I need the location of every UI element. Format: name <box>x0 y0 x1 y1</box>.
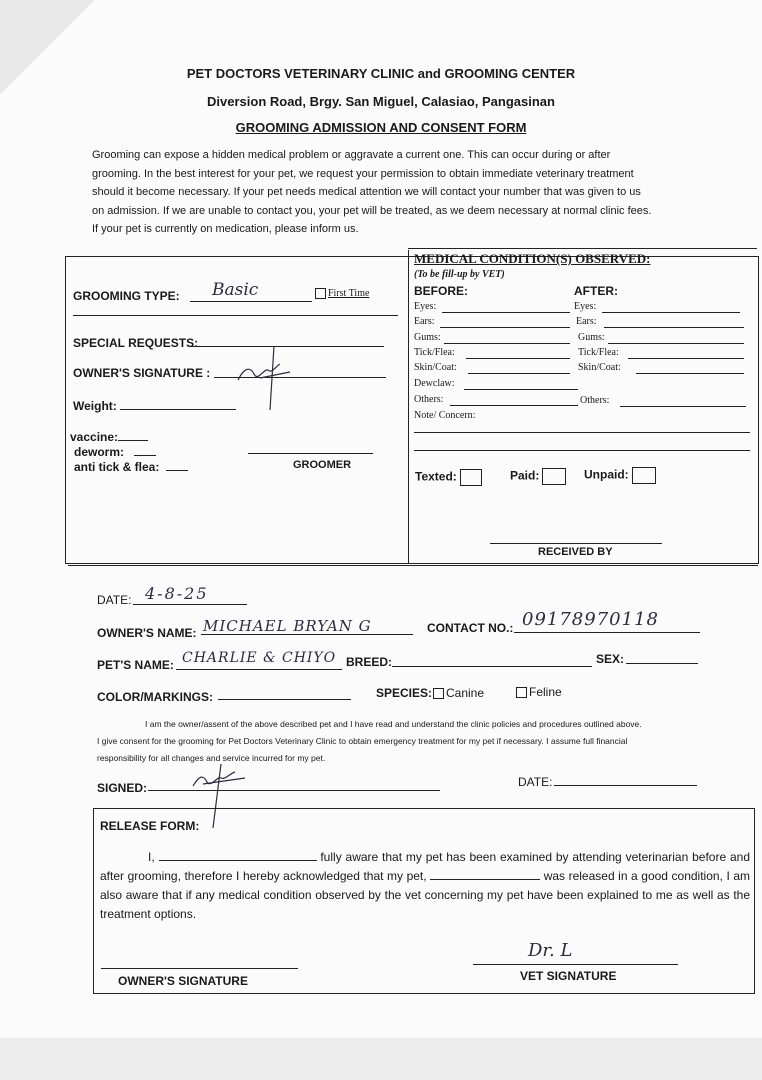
owners-signature-label: OWNER'S SIGNATURE : <box>73 366 211 380</box>
groomer-label: GROOMER <box>293 459 352 471</box>
before-item-line[interactable] <box>468 373 570 374</box>
intro-paragraph <box>92 146 698 239</box>
medical-title: MEDICAL CONDITION(S) OBSERVED: <box>414 251 651 266</box>
after-item-label: Gums: <box>578 332 605 343</box>
first-time-label: First Time <box>328 288 370 299</box>
groomer-line <box>248 453 373 454</box>
grooming-extra-line <box>73 315 398 316</box>
grooming-type-line <box>190 301 312 302</box>
after-item-line[interactable] <box>608 343 744 344</box>
vet-sig-line <box>473 964 678 965</box>
before-item-line[interactable] <box>444 343 570 344</box>
unpaid-label: Unpaid: <box>584 467 629 482</box>
paid-label: Paid: <box>510 468 540 483</box>
after-item-line[interactable] <box>604 327 744 328</box>
consent-line-3: responsibility for all changes and service incurred for my pet. <box>97 753 326 763</box>
before-label: BEFORE: <box>414 284 468 298</box>
anti-tick-label: anti tick & flea: <box>74 460 160 474</box>
date-value[interactable]: 4-8-25 <box>145 584 209 603</box>
before-item-line[interactable] <box>442 312 570 313</box>
before-item-label: Gums: <box>414 332 441 343</box>
intro-line: Grooming can expose a hidden medical problem or aggravate a current one. This can occur during or after <box>92 149 611 161</box>
vet-sig-label: VET SIGNATURE <box>520 969 617 983</box>
feline-label: Feline <box>529 685 562 699</box>
intro-line: grooming. In the best interest for your pet, we request your permission to obtain immediate veterinary treatment <box>92 167 634 180</box>
checkbox-icon[interactable] <box>315 288 326 299</box>
before-item-label: Skin/Coat: <box>414 362 457 373</box>
box-top-line <box>408 248 757 249</box>
texted-checkbox[interactable] <box>460 469 482 486</box>
species-label: SPECIES: <box>376 686 433 700</box>
vaccine-label: vaccine: <box>70 430 119 444</box>
contact-line <box>514 632 700 633</box>
canine-option[interactable] <box>433 686 484 700</box>
after-item-label: Skin/Coat: <box>578 362 621 373</box>
first-time-checkbox[interactable] <box>315 288 369 299</box>
grooming-type-value[interactable]: Basic <box>212 280 259 300</box>
unpaid-checkbox[interactable] <box>632 467 656 484</box>
pets-name-line <box>176 669 342 670</box>
before-item-line[interactable] <box>450 405 578 406</box>
weight-line <box>120 409 236 410</box>
vet-sig-value: Dr. L <box>528 940 573 961</box>
clinic-address: Diversion Road, Brgy. San Miguel, Calasiao, Pangasinan <box>207 94 555 109</box>
before-item-line[interactable] <box>464 389 578 390</box>
form-title: GROOMING ADMISSION AND CONSENT FORM <box>235 120 527 135</box>
consent-date-line <box>554 785 697 786</box>
owner-sig-label: OWNER'S SIGNATURE <box>118 974 248 988</box>
medical-subtitle: (To be fill-up by VET) <box>414 269 505 280</box>
intro-line: If your pet is currently on medication, please inform us. <box>92 223 359 235</box>
breed-label: BREED: <box>346 655 393 669</box>
before-item-label: Ears: <box>414 316 435 327</box>
clinic-name: PET DOCTORS VETERINARY CLINIC and GROOMING CENTER <box>186 66 576 81</box>
owners-name-value[interactable]: MICHAEL BRYAN G <box>203 617 372 635</box>
paid-checkbox[interactable] <box>542 468 566 485</box>
release-text-b: fully aware that my pet has been examined by attending veterinarian before and after grooming, therefore I hereby acknowledged that my pet, <box>100 850 750 883</box>
received-by-line <box>490 543 662 544</box>
scan-edge <box>0 1038 762 1080</box>
before-item-line[interactable] <box>466 358 570 359</box>
owner-sig-line <box>101 968 298 969</box>
sex-line <box>626 663 698 664</box>
feline-option[interactable] <box>516 685 562 699</box>
after-item-line[interactable] <box>620 406 746 407</box>
contact-label: CONTACT NO.: <box>427 621 514 635</box>
before-item-label: Others: <box>414 394 444 405</box>
release-pet-blank[interactable] <box>430 879 540 880</box>
weight-label: Weight: <box>73 399 117 413</box>
before-item-label: Dewclaw: <box>414 378 455 389</box>
grooming-type-label: GROOMING TYPE: <box>73 289 180 303</box>
color-label: COLOR/MARKINGS: <box>97 690 213 704</box>
note-line-1 <box>414 432 750 433</box>
after-item-line[interactable] <box>628 358 744 359</box>
after-item-line[interactable] <box>602 312 740 313</box>
contact-value[interactable]: 09178970118 <box>522 609 659 630</box>
pets-name-value[interactable]: CHARLIE & CHIYO <box>182 650 337 666</box>
deworm-label: deworm: <box>74 445 125 459</box>
paid-field[interactable] <box>510 468 566 485</box>
signed-label: SIGNED: <box>97 781 148 795</box>
box-divider <box>408 250 409 564</box>
after-item-label: Eyes: <box>574 301 597 312</box>
received-by-label: RECEIVED BY <box>538 546 613 558</box>
intro-line: should it become necessary. If your pet needs medical attention we will contact your number that was given to us <box>92 186 641 198</box>
texted-label: Texted: <box>415 469 457 484</box>
release-text-a: I, <box>148 850 159 864</box>
owners-name-label: OWNER'S NAME: <box>97 626 197 640</box>
feline-checkbox[interactable] <box>516 687 527 698</box>
release-text-c: was released in a good condition, I am also aware that if any medical condition observed by the vet concerning my pet have been explained to me as well as the treatment options. <box>100 869 751 921</box>
intro-line: on admission. If we are unable to contact you, your pet will be treated, as we deem necessary at normal clinic fees. <box>92 204 652 217</box>
texted-field[interactable] <box>415 469 482 486</box>
date-line <box>133 604 247 605</box>
after-item-label: Others: <box>580 395 610 406</box>
after-item-label: Ears: <box>576 316 597 327</box>
before-item-label: Tick/Flea: <box>414 347 455 358</box>
consent-line-2: I give consent for the grooming for Pet Doctors Veterinary Clinic to obtain emergency treatment for my pet if necessary. I assume full financial <box>97 736 628 746</box>
pets-name-label: PET'S NAME: <box>97 658 174 672</box>
section-separator <box>68 565 758 566</box>
color-line <box>218 699 351 700</box>
vaccine-line <box>118 440 148 441</box>
release-text <box>100 848 750 924</box>
unpaid-field[interactable] <box>584 467 656 484</box>
canine-checkbox[interactable] <box>433 688 444 699</box>
canine-label: Canine <box>446 686 485 700</box>
after-item-label: Tick/Flea: <box>578 347 619 358</box>
breed-line <box>392 666 592 667</box>
anti-tick-line <box>166 470 188 471</box>
note-label: Note/ Concern: <box>414 410 476 421</box>
special-requests-label: SPECIAL REQUESTS: <box>73 336 199 350</box>
release-name-blank[interactable] <box>159 860 317 861</box>
before-item-line[interactable] <box>440 327 570 328</box>
consent-date-label: DATE: <box>518 775 553 789</box>
date-label: DATE: <box>97 593 132 607</box>
consent-line-1: I am the owner/assent of the above described pet and I have read and understand the clinic policies and procedures outlined above. <box>145 719 642 729</box>
before-item-label: Eyes: <box>414 301 437 312</box>
release-title: RELEASE FORM: <box>100 819 200 833</box>
owner-signature-scribble <box>230 338 300 413</box>
after-label: AFTER: <box>574 284 618 298</box>
sex-label: SEX: <box>596 652 625 666</box>
deworm-line <box>134 455 156 456</box>
after-item-line[interactable] <box>636 373 744 374</box>
note-line-2 <box>414 450 750 451</box>
